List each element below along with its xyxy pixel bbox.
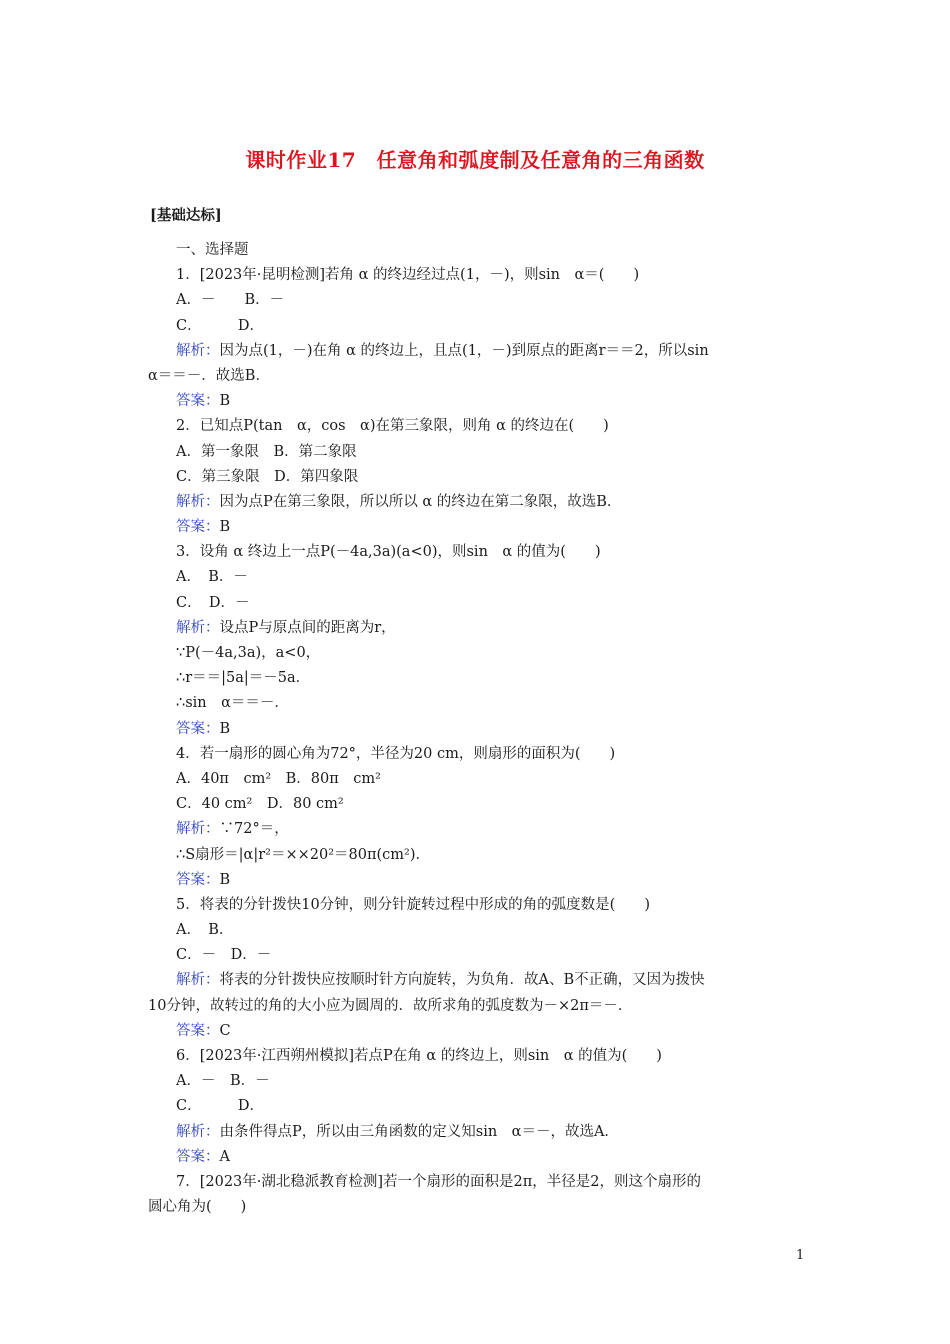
option-line: C． D． — [176, 1098, 264, 1115]
option-line: C．－ D．－ — [176, 947, 272, 964]
content-body — [148, 238, 808, 1220]
text-line: ∵P(－4a,3a)，a<0， — [176, 645, 321, 661]
analysis-label: 解析： — [176, 342, 220, 359]
question-line: 5．将表的分针拨快10分钟，则分针旋转过程中形成的角的弧度数是( ) — [176, 896, 650, 913]
answer-label: 答案： — [176, 1148, 220, 1165]
analysis-line: 解析：因为点(1，－)在角 α 的终边上，且点(1，－)到原点的距离r＝＝2，所以sin — [176, 342, 709, 359]
question-line: 1．[2023年·昆明检测]若角 α 的终边经过点(1，－)，则sin α＝( ) — [176, 267, 640, 284]
answer-line: 答案：B — [176, 871, 231, 888]
analysis-line: 解析：将表的分针拨快应按顺时针方向旋转，为负角．故A、B不正确，又因为拨快 — [176, 972, 705, 989]
analysis-label: 解析： — [176, 972, 220, 989]
question-line: 7．[2023年·湖北稳派教育检测]若一个扇形的面积是2π，半径是2，则这个扇形的 — [176, 1173, 702, 1190]
answer-line: 答案：C — [176, 1022, 231, 1039]
option-line: C． D． — [176, 317, 264, 334]
answer-line: 答案：B — [176, 519, 231, 536]
answer-line: 答案：B — [176, 720, 231, 737]
option-line: A． B．－ — [176, 569, 248, 586]
text-line: α＝＝－．故选B． — [148, 367, 270, 384]
option-line: C．40 cm² D．80 cm² — [176, 796, 344, 813]
option-line: C．第三象限 D．第四象限 — [176, 468, 359, 485]
option-line: A．40π cm² B．80π cm² — [176, 770, 381, 787]
analysis-line: 解析：因为点P在第三象限，所以所以 α 的终边在第二象限，故选B． — [176, 493, 622, 510]
answer-label: 答案： — [176, 720, 220, 737]
answer-line: 答案：B — [176, 393, 231, 410]
answer-label: 答案： — [176, 871, 220, 888]
section-heading: [基础达标] — [150, 207, 222, 224]
page-title: 课时作业17 任意角和弧度制及任意角的三角函数 — [245, 148, 705, 172]
option-line: A．第一象限 B．第二象限 — [176, 443, 357, 460]
page-number: 1 — [796, 1248, 805, 1263]
option-line: A．－ B．－ — [176, 292, 285, 309]
option-line: A．－ B．－ — [176, 1073, 270, 1090]
question-line: 圆心角为( ) — [148, 1199, 247, 1216]
text-line: ∴S扇形＝|α|r²＝××20²＝80π(cm²)． — [176, 846, 431, 863]
analysis-label: 解析： — [176, 619, 220, 636]
text-line: ∴sin α＝＝－． — [176, 695, 289, 712]
answer-label: 答案： — [176, 393, 220, 410]
analysis-line: 解析：由条件得点P，所以由三角函数的定义知sin α＝－，故选A． — [176, 1123, 619, 1140]
option-line: C． D．－ — [176, 594, 250, 611]
text-line: ∴r＝＝|5a|＝－5a． — [176, 670, 311, 687]
analysis-line: 解析：∵72°＝， — [176, 821, 289, 838]
question-line: 6．[2023年·江西朔州模拟]若点P在角 α 的终边上，则sin α 的值为( ) — [176, 1048, 662, 1064]
question-line: 4．若一扇形的圆心角为72°，半径为20 cm，则扇形的面积为( ) — [176, 745, 616, 762]
analysis-label: 解析： — [176, 1123, 220, 1140]
analysis-line: 解析：设点P与原点间的距离为r， — [176, 619, 396, 636]
question-line: 2．已知点P(tan α，cos α)在第三象限，则角 α 的终边在( ) — [176, 418, 609, 435]
text-line: 10分钟，故转过的角的大小应为圆周的．故所求角的弧度数为－×2π＝－． — [148, 997, 633, 1014]
analysis-label: 解析： — [176, 493, 220, 510]
question-line: 3．设角 α 终边上一点P(－4a,3a)(a<0)，则sin α 的值为( ) — [176, 544, 601, 561]
option-line: A． B． — [176, 922, 234, 939]
answer-label: 答案： — [176, 519, 220, 536]
answer-line: 答案：A — [176, 1148, 230, 1165]
analysis-label: 解析： — [176, 821, 220, 838]
answer-label: 答案： — [176, 1022, 220, 1039]
text-line: 一、选择题 — [176, 242, 249, 258]
